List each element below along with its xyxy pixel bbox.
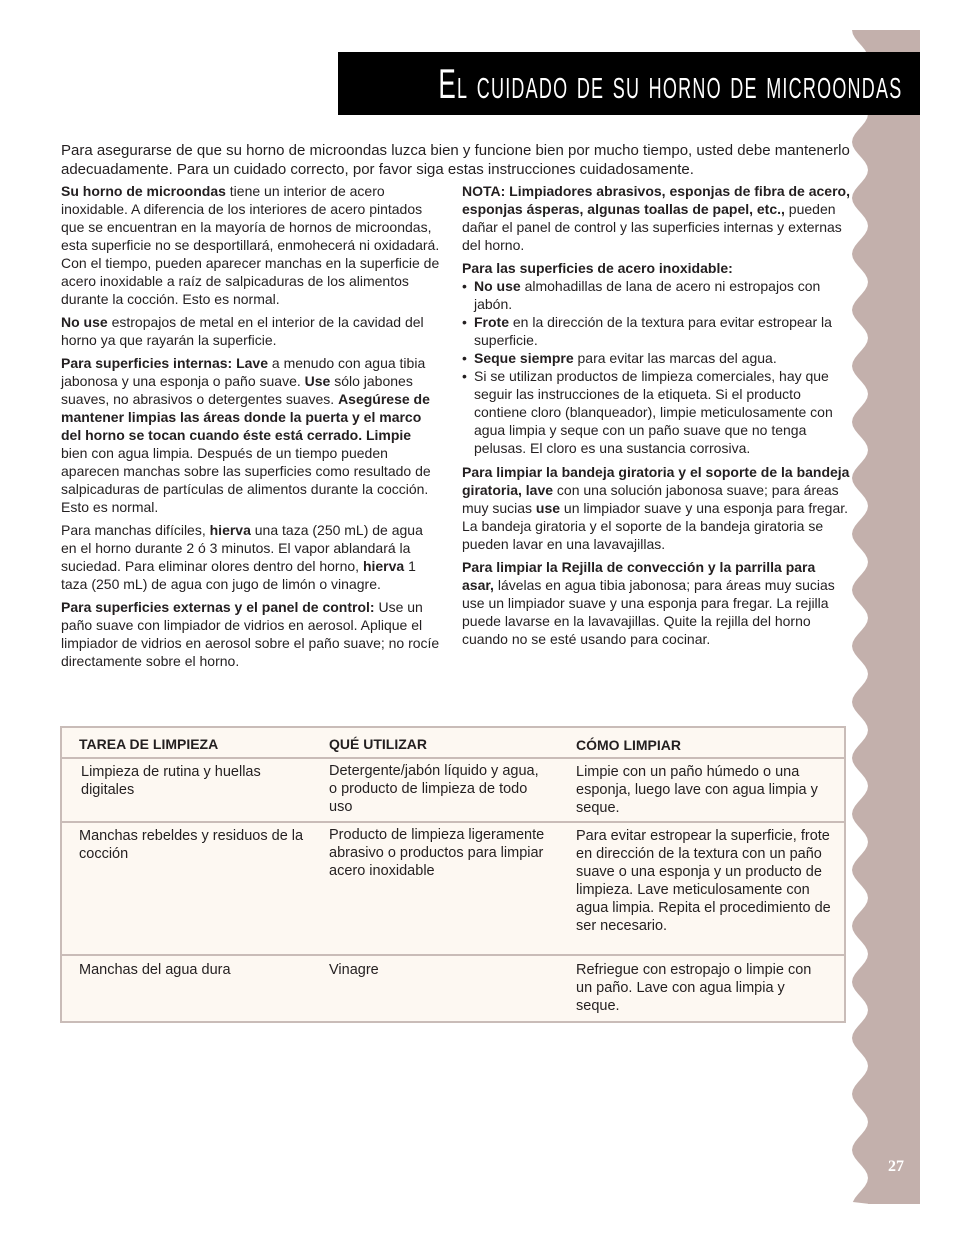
header-task: TAREA DE LIMPIEZA xyxy=(79,736,219,752)
paragraph-stainless-interior: Su horno de microondas tiene un interior de acero inoxidable. A diferencia de los interiores de acero pintados que se encuentran en la mayoría de hornos de microondas, esta superficie no se desportillará, enmohecerá ni oxidadará. Con el tiempo, pueden aparecer manchas en la superficie de acero inoxidable a raíz de salpicaduras de los alimentos durante la cocción. Esto es normal. xyxy=(61,183,440,307)
cell-method: Refriegue con estropajo o limpie con un paño. Lave con agua limpia y seque. xyxy=(576,962,812,1014)
cell-product: Detergente/jabón líquido y agua, o producto de limpieza de todo uso xyxy=(329,763,539,815)
cell-method: Limpie con un paño húmedo o una esponja, luego lave con agua limpia y seque. xyxy=(576,764,818,816)
intro-paragraph: Para asegurarse de que su horno de microondas luzca bien y funcione bien por mucho tiempo, usted debe mantenerlo adecuadamente. Para un cuidado correcto, por favor siga estas instrucciones cuidadosamente. xyxy=(61,142,850,178)
table-row xyxy=(62,821,844,956)
list-item: • Frote en la dirección de la textura para evitar estropear la superficie. xyxy=(462,313,850,349)
steel-surfaces-heading: Para las superficies de acero inoxidable: xyxy=(462,260,733,276)
header-how-to-clean: CÓMO LIMPIAR xyxy=(576,737,681,753)
left-column xyxy=(61,182,441,675)
paragraph-turntable: Para limpiar la bandeja giratoria y el soporte de la bandeja giratoria, lave con una solución jabonosa suave; para áreas muy sucias use un limpiador suave y una esponja para fregar. La bandeja giratoria y el soporte de la bandeja giratoria se pueden lavar en una lavavajillas. xyxy=(462,464,850,552)
cell-method: Para evitar estropear la superficie, frote en dirección de la textura con un paño suave o una esponja y un producto de limpieza. Lave meticulosamente con agua limpia. Repita el procedimiento de ser necesario. xyxy=(576,828,831,934)
table-header-row xyxy=(62,728,844,757)
table-row xyxy=(62,757,844,821)
wavy-edge-decoration xyxy=(848,30,870,1204)
paragraph-convection-rack: Para limpiar la Rejilla de convección y la parrilla para asar, lávelas en agua tibia jabonosa; para áreas muy sucias use un limpiador suave y una esponja para fregar. La rejilla puede lavarse en la lavavajillas. Quite la rejilla del horno cuando no se esté usando para cocinar. xyxy=(462,559,835,647)
cleaning-table xyxy=(60,726,846,1023)
list-item: • No use almohadillas de lana de acero ni estropajos con jabón. xyxy=(462,277,850,313)
page-number: 27 xyxy=(888,1158,904,1175)
title-bar xyxy=(338,52,920,115)
cell-task: Manchas del agua dura xyxy=(79,962,231,978)
cell-product: Producto de limpieza ligeramente abrasivo o productos para limpiar acero inoxidable xyxy=(329,827,545,879)
paragraph-note-abrasives: NOTA: Limpiadores abrasivos, esponjas de fibra de acero, esponjas ásperas, algunas toallas de papel, etc., pueden dañar el panel de control y las superficies internas y externas del horno. xyxy=(462,183,850,253)
table-row xyxy=(62,954,844,1023)
steel-care-list xyxy=(462,277,850,457)
cell-task: Limpieza de rutina y huellas digitales xyxy=(81,764,261,798)
paragraph-no-metal-pads: No use estropajos de metal en el interior de la cavidad del horno ya que rayarán la superficie. xyxy=(61,314,424,348)
paragraph-difficult-stains: Para manchas difíciles, hierva una taza (250 mL) de agua en el horno durante 2 ó 3 minutos. El vapor ablandará la suciedad. Para eliminar olores dentro del horno, hierva 1 taza (250 mL) de agua con jugo de limón o vinagre. xyxy=(61,522,423,592)
cell-task: Manchas rebeldes y residuos de la cocción xyxy=(79,828,304,862)
cell-product: Vinagre xyxy=(329,962,379,978)
list-item: • Seque siempre para evitar las marcas del agua. xyxy=(462,349,850,367)
right-column xyxy=(462,182,850,653)
paragraph-internal-surfaces: Para superficies internas: Lave a menudo con agua tibia jabonosa y una esponja o paño suave. Use sólo jabones suaves, no abrasivos o detergentes suaves. Asegúrese de mantener limpias las áreas donde la puerta y el marco del horno se tocan cuando éste está cerrado. Limpie bien con agua limpia. Después de un tiempo pueden aparecen manchas sobre las superficies como resultado de salpicaduras de partículas de alimentos durante la cocción. Esto es normal. xyxy=(61,355,431,515)
side-decorative-band xyxy=(868,30,920,1204)
page-title: El cuidado de su horno de microondas xyxy=(437,59,902,107)
header-what-to-use: QUÉ UTILIZAR xyxy=(329,736,427,752)
list-item: • Si se utilizan productos de limpieza comerciales, hay que seguir las instrucciones de la etiqueta. Si el producto contiene cloro (blanqueador), limpie meticulosamente con agua limpia y seque con un paño suave que no tenga pelusas. El cloro es una sustancia corrosiva. xyxy=(462,367,850,457)
paragraph-external-surfaces: Para superficies externas y el panel de control: Use un paño suave con limpiador de vidrios en aerosol. Aplique el limpiador de vidrios en aerosol sobre el paño suave; no rocíe directamente sobre el horno. xyxy=(61,599,440,669)
